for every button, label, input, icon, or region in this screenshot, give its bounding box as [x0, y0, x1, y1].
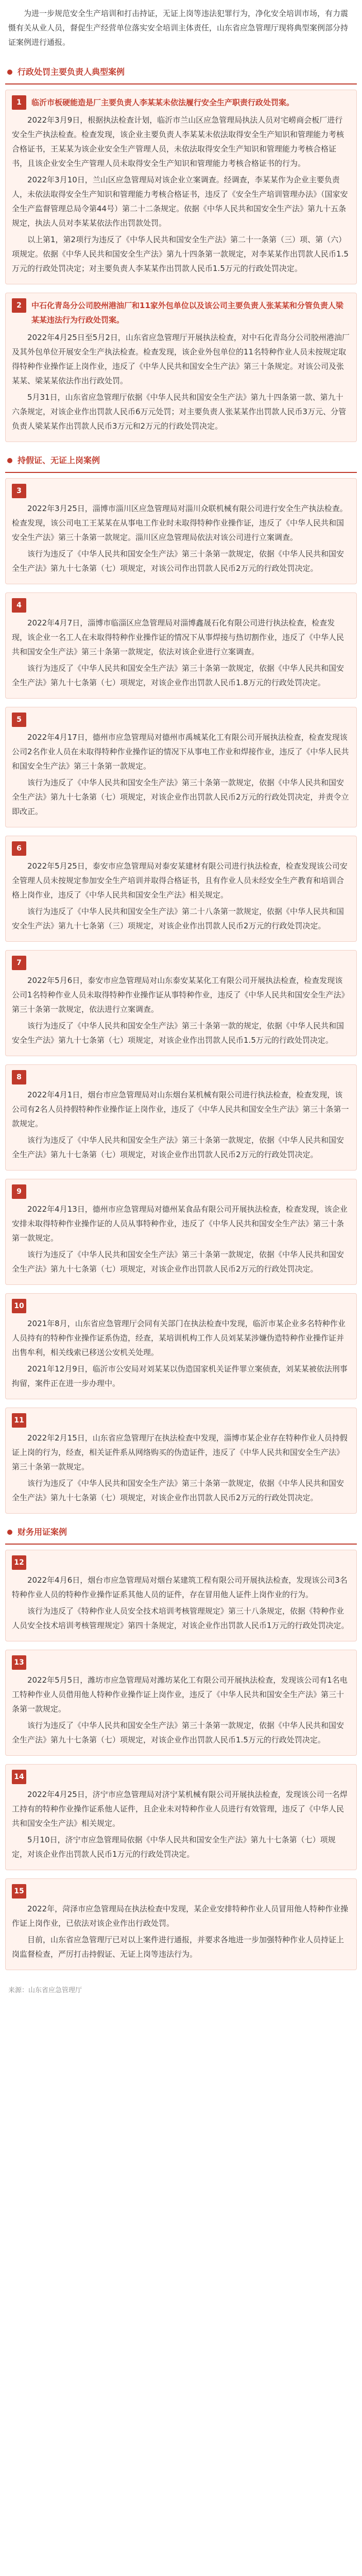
- case-number-badge: 9: [12, 1184, 26, 1199]
- case-title: 临沂市板硬能造是厂主要负责人李某某未依法履行安全生产职责行政处罚案。: [31, 98, 295, 107]
- case-card: [5, 90, 357, 284]
- sections-container: [5, 62, 357, 1970]
- case-paragraph: 该行为违反了《中华人民共和国安全生产法》第二十八条第一款规定，依据《中华人民共和国安全生产法》第九十七条第（三）项规定，对该企业作出罚款人民币2万元的行政处罚决定。: [12, 907, 344, 930]
- case-card: [5, 1408, 357, 1514]
- case-heading: [12, 1184, 350, 1199]
- case-paragraph: 目前，山东省应急管理厅已对以上案件进行通报，并要求各地进一步加强特种作业人员持证上岗监督检查，严厉打击持假证、无证上岗等违法行为。: [12, 1935, 344, 1959]
- case-card: [5, 592, 357, 699]
- section-title: 财务用证案例: [18, 1527, 67, 1537]
- case-heading: [12, 298, 350, 327]
- case-card: [5, 293, 357, 442]
- case-paragraph: 该行为违反了《中华人民共和国安全生产法》第三十条第一款规定，依据《中华人民共和国安全生产法》第九十七条第（七）项规定，对该企业作出罚款人民币2万元的行政处罚决定。: [12, 1136, 344, 1159]
- case-card: [5, 1293, 357, 1399]
- case-card: [5, 1764, 357, 1870]
- case-number-badge: 11: [12, 1413, 26, 1428]
- case-number-badge: 3: [12, 484, 26, 498]
- case-number-badge: 15: [12, 1884, 26, 1899]
- case-paragraph: 该行为违反了《中华人民共和国安全生产法》第三十条第一款规定，依据《中华人民共和国安全生产法》第九十七条第（七）项规定，对该企业作出罚款人民币1.5万元的行政处罚决定。: [12, 1721, 344, 1744]
- case-number-badge: 1: [12, 95, 26, 110]
- article-intro: 为进一步规范安全生产培训和打击持证，无证上岗等违法犯罪行为，净化安全培训市场，有力震慑有关从业人员，督促生产经营单位落实安全培训主体责任，山东省应急管理厅现将典型案例部分持证案例进行通报。: [8, 9, 349, 47]
- bullet-icon: [7, 1530, 12, 1535]
- case-paragraph: 2022年3月25日，淄博市淄川区应急管理局对淄川众联机械有限公司进行安全生产执法检查。检查发现，该公司电工王某某在从事电工作业时未取得特种作业操作证，违反了《中华人民共和国安全生产法》第三十条第一款规定。淄川区应急管理局依法对该公司进行立案调查。: [12, 504, 348, 542]
- case-heading: [12, 95, 350, 110]
- case-paragraph: 2022年4月13日，德州市应急管理局对德州某食品有限公司开展执法检查，检查发现，该企业安排未取得特种作业操作证的人员从事特种作业，违反了《中华人民共和国安全生产法》第三十条第一款规定。: [12, 1205, 348, 1243]
- case-paragraph: 2022年3月9日，根据执法检查计划，临沂市兰山区应急管理局执法人员对宅崂商会板厂进行安全生产执法检查。检查发现，该企业主要负责人李某某未依法取得安全生产知识和管理能力考核合格证书，王某某为该企业安全生产管理人员，未依法取得安全生产知识和管理能力考核合格证书，且该企业安全生产管理人员未取得安全生产知识和管理能力考核合格证书的行为。: [12, 115, 344, 168]
- case-heading: [12, 1413, 350, 1428]
- case-paragraph: 2022年5月25日，泰安市应急管理局对泰安某建材有限公司进行执法检查，检查发现该公司安全管理人员未按规定参加安全生产培训并取得合格证书，且有作业人员未经安全生产教育和培训合格上岗作业，违反了《中华人民共和国安全生产法》相关规定。: [12, 861, 348, 900]
- case-card: [5, 707, 357, 827]
- case-paragraph: 2021年12月9日，临沂市公安局对刘某某以伪造国家机关证件罪立案侦查，刘某某被依法刑事拘留，案件正在进一步办理中。: [12, 1364, 348, 1388]
- case-card: [5, 478, 357, 584]
- case-heading: [12, 598, 350, 613]
- case-card: [5, 836, 357, 942]
- case-number-badge: 8: [12, 1070, 26, 1084]
- case-paragraph: 2022年5月6日，泰安市应急管理局对山东泰安某某化工有限公司开展执法检查，检查发现该公司1名特种作业人员未取得特种作业操作证从事特种作业，违反了《中华人民共和国安全生产法》第三十条第一款规定，依法进行立案调查。: [12, 976, 349, 1014]
- case-paragraph: 2021年8月，山东省应急管理厅会同有关部门在执法检查中发现，临沂市某企业多名特种作业人员持有的特种作业操作证系伪造，经查，某培训机构工作人员刘某某涉嫌伪造特种作业操作证并出售牟利，相关线索已移送公安机关处理。: [12, 1319, 346, 1357]
- bullet-icon: [7, 458, 12, 463]
- case-paragraph: 该行为违反了《中华人民共和国安全生产法》第三十条第一款规定，依据《中华人民共和国安全生产法》第九十七条第（七）项规定，对该企业作出罚款人民币2万元的行政处罚决定。: [12, 1250, 344, 1274]
- case-card: [5, 1179, 357, 1285]
- case-number-badge: 14: [12, 1770, 26, 1784]
- section: [5, 1522, 357, 1970]
- section-title: 持假证、无证上岗案例: [18, 455, 100, 465]
- case-heading: [12, 1770, 350, 1784]
- case-number-badge: 12: [12, 1555, 26, 1570]
- case-number-badge: 10: [12, 1299, 26, 1313]
- case-paragraph: 该行为违反了《特种作业人员安全技术培训考核管理规定》第三十八条规定，依据《特种作业人员安全技术培训考核管理规定》第四十条规定，对该企业作出罚款人民币1万元的行政处罚决定。: [12, 1606, 349, 1630]
- section-header: [5, 62, 357, 84]
- case-number-badge: 13: [12, 1655, 26, 1670]
- case-number-badge: 2: [12, 298, 26, 313]
- case-heading: [12, 484, 350, 498]
- case-title: 中石化青岛分公司胶州港油厂和11家外包单位以及该公司主要负责人张某某和分管负责人梁某某违法行为行政处罚案。: [31, 301, 343, 325]
- case-card: [5, 1650, 357, 1756]
- case-paragraph: 该行为违反了《中华人民共和国安全生产法》第三十条第一款规定，依据《中华人民共和国安全生产法》第九十七条第（七）项规定，对该企业作出罚款人民币2万元的行政处罚决定。: [12, 1479, 344, 1502]
- case-paragraph: 2022年5月5日，潍坊市应急管理局对潍坊某化工有限公司开展执法检查，发现该公司有1名电工特种作业人员借用他人特种作业操作证上岗作业，违反了《中华人民共和国安全生产法》第三十条第一款规定。: [12, 1675, 348, 1714]
- case-heading: [12, 1555, 350, 1570]
- case-paragraph: 2022年4月7日，淄博市临淄区应急管理局对淄博鑫晟石化有限公司进行执法检查，检查发现，该企业一名工人在未取得特种作业操作证的情况下从事焊接与热切割作业，违反了《中华人民共和国安全生产法》第三十条第一款规定，依法对该企业进行立案调查。: [12, 618, 344, 656]
- case-heading: [12, 713, 350, 727]
- case-number-badge: 6: [12, 841, 26, 856]
- case-paragraph: 该行为违反了《中华人民共和国安全生产法》第三十条第一款规定，依据《中华人民共和国安全生产法》第九十七条第（七）项规定，对该公司作出罚款人民币2万元的行政处罚决定。: [12, 549, 344, 573]
- case-paragraph: 5月10日，济宁市应急管理局依据《中华人民共和国安全生产法》第九十七条第（七）项规定，对该企业作出罚款人民币1万元的行政处罚决定。: [12, 1835, 336, 1859]
- case-paragraph: 2022年4月25日，济宁市应急管理局对济宁某机械有限公司开展执法检查，发现该公司一名焊工持有的特种作业操作证系他人证件，且企业未对特种作业人员进行有效管理，违反了《中华人民共和国安全生产法》相关规定。: [12, 1790, 348, 1828]
- case-paragraph: 该行为违反了《中华人民共和国安全生产法》第三十条第一款的规定，依据《中华人民共和国安全生产法》第九十七条第（七）项规定，对该企业作出罚款人民币1.5万元的行政处罚决定。: [12, 1021, 344, 1045]
- case-paragraph: 以上第1，第2项行为违反了《中华人民共和国安全生产法》第二十一条第（三）项、第（六）项规定。依据《中华人民共和国安全生产法》第九十四条第一款规定，对李某某作出罚款人民币1.5万元的行政处罚决定；对主要负责人李某某作出罚款人民币1.5万元的行政处罚决定。: [12, 235, 349, 273]
- case-card: [5, 950, 357, 1056]
- section-header: [5, 450, 357, 473]
- article-source: 来源：山东省应急管理厅: [8, 1987, 82, 1994]
- case-paragraph: 该行为违反了《中华人民共和国安全生产法》第三十条第一款规定，依据《中华人民共和国安全生产法》第九十七条第（七）项规定，对该企业作出罚款人民币1.8万元的行政处罚决定。: [12, 664, 344, 687]
- bullet-icon: [7, 70, 12, 75]
- case-heading: [12, 1655, 350, 1670]
- case-heading: [12, 1884, 350, 1899]
- case-card: [5, 1550, 357, 1641]
- section: [5, 62, 357, 442]
- case-number-badge: 4: [12, 598, 26, 613]
- case-number-badge: 7: [12, 956, 26, 970]
- section-header: [5, 1522, 357, 1545]
- case-card: [5, 1878, 357, 1970]
- section: [5, 450, 357, 1514]
- case-number-badge: 5: [12, 713, 26, 727]
- case-heading: [12, 841, 350, 856]
- case-paragraph: 2022年4月6日，烟台市应急管理局对烟台某建筑工程有限公司开展执法检查，发现该公司3名特种作业人员的特种作业操作证系其他人员的证件，存在冒用他人证件上岗作业的行为。: [12, 1575, 348, 1599]
- case-paragraph: 2022年4月25日至5月2日，山东省应急管理厅开展执法检查，对中石化青岛分公司胶州港油厂及其外包单位开展安全生产执法检查。检查发现，该企业外包单位的11名特种作业人员未按规定取得特种作业操作证上岗作业，违反了《中华人民共和国安全生产法》第三十条规定。对该公司及张某某、梁某某依法作出行政处罚。: [12, 333, 350, 385]
- case-heading: [12, 956, 350, 970]
- case-heading: [12, 1299, 350, 1313]
- case-paragraph: 该行为违反了《中华人民共和国安全生产法》第三十条第一款规定，依据《中华人民共和国安全生产法》第九十七条第（七）项规定，对该企业作出罚款人民币2万元的行政处罚决定，并责令立即改正。: [12, 778, 349, 816]
- section-title: 行政处罚主要负责人典型案例: [18, 67, 125, 77]
- case-card: [5, 1064, 357, 1171]
- case-paragraph: 2022年3月10日，兰山区应急管理局对该企业立案调查。经调查，李某某作为企业主要负责人，未依法取得安全生产知识和管理能力考核合格证书，违反了《安全生产培训管理办法》（国家安全生产监督管理总局令第44号）第二十二条规定。依据《中华人民共和国安全生产法》第九十五条规定，执法人员对李某某依法作出罚款处罚。: [12, 175, 348, 228]
- case-heading: [12, 1070, 350, 1084]
- case-paragraph: 2022年2月15日，山东省应急管理厅在执法检查中发现，淄博市某企业存在特种作业人员持假证上岗的行为，经查，相关证件系从网络购买的伪造证件，违反了《中华人民共和国安全生产法》第三十条第一款规定。: [12, 1433, 348, 1471]
- case-paragraph: 2022年，菏泽市应急管理局在执法检查中发现，某企业安排特种作业人员冒用他人特种作业操作证上岗作业，已依法对该企业作出行政处罚。: [12, 1904, 349, 1928]
- case-paragraph: 2022年4月17日，德州市应急管理局对德州市禹城某化工有限公司开展执法检查，检查发现该公司2名作业人员在未取得特种作业操作证的情况下从事电工作业和焊接作业，违反了《中华人民共和国安全生产法》第三十条第一款规定。: [12, 733, 349, 771]
- case-paragraph: 5月31日，山东省应急管理厅依据《中华人民共和国安全生产法》第九十四条第一款、第九十六条规定，对该企业作出罚款人民币6万元处罚；对主要负责人张某某作出罚款人民币3万元、分管负责人梁某某作出罚款人民币3万元和2万元的行政处罚决定。: [12, 393, 347, 431]
- case-paragraph: 2022年4月1日，烟台市应急管理局对山东烟台某机械有限公司进行执法检查，检查发现，该公司有2名人员持假特种作业操作证上岗作业，违反了《中华人民共和国安全生产法》第三十条第一款规定。: [12, 1090, 349, 1128]
